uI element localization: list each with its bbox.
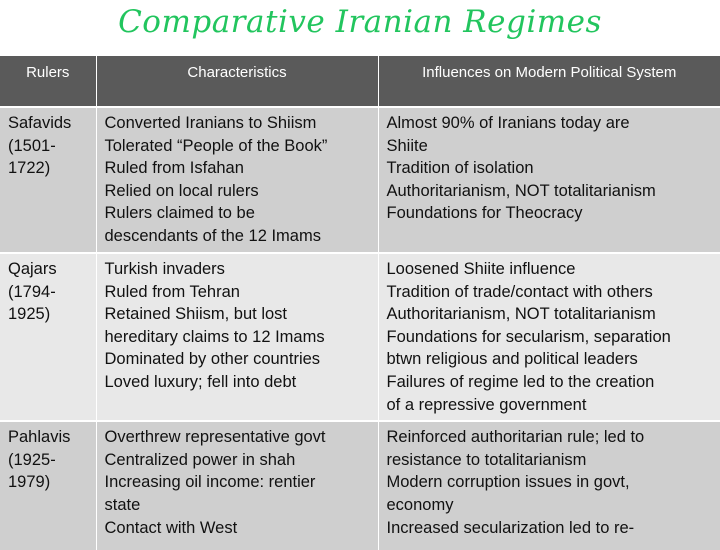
ruler-line: Qajars <box>8 260 57 278</box>
influences-cell <box>378 107 720 253</box>
ruler-line: Pahlavis <box>8 428 71 447</box>
influence-line: Authoritarianism, NOT totalitarianism <box>386 305 656 324</box>
ruler-line: Safavids <box>8 114 72 132</box>
characteristic-line: descendants of the 12 Imams <box>104 226 321 245</box>
table-row <box>0 253 720 421</box>
characteristics-cell <box>96 107 378 253</box>
influences-cell <box>378 421 720 550</box>
ruler-line: (1794- <box>8 282 56 301</box>
characteristic-line: Increasing oil income: rentier <box>104 473 316 492</box>
influence-line: Tradition of trade/contact with others <box>386 282 653 301</box>
influence-line: Tradition of isolation <box>386 159 534 178</box>
influence-line: of a repressive government <box>386 395 587 414</box>
influence-line: Foundations for secularism, separation <box>386 327 671 346</box>
influence-line: Loosened Shiite influence <box>386 260 576 278</box>
table-row <box>0 107 720 253</box>
characteristic-line: Dominated by other countries <box>104 350 321 369</box>
influence-line: Reinforced authoritarian rule; led to <box>386 428 645 447</box>
header-rulers: Rulers <box>0 56 96 107</box>
ruler-cell <box>0 421 96 550</box>
characteristic-line: Loved luxury; fell into debt <box>104 372 297 391</box>
characteristic-line: Tolerated “People of the Book” <box>104 136 328 155</box>
header-characteristics: Characteristics <box>96 56 378 107</box>
ruler-line: 1979) <box>8 473 51 492</box>
influence-line: economy <box>386 495 454 514</box>
regimes-table <box>0 56 720 550</box>
ruler-cell <box>0 107 96 253</box>
characteristic-line: Rulers claimed to be <box>104 204 255 223</box>
influence-line: Increased secularization led to re- <box>386 518 635 537</box>
ruler-line: (1925- <box>8 450 56 469</box>
characteristic-line: state <box>104 495 141 514</box>
characteristic-line: Ruled from Isfahan <box>104 159 244 178</box>
ruler-line: 1722) <box>8 159 51 178</box>
characteristic-line: Centralized power in shah <box>104 450 296 469</box>
characteristic-line: Ruled from Tehran <box>104 282 240 301</box>
influence-line: Foundations for Theocracy <box>386 204 583 223</box>
table-row <box>0 421 720 550</box>
ruler-line: 1925) <box>8 305 51 324</box>
influence-line: Failures of regime led to the creation <box>386 372 655 391</box>
influence-line: resistance to totalitarianism <box>386 450 587 469</box>
influence-line: Authoritarianism, NOT totalitarianism <box>386 181 656 200</box>
influence-line: Almost 90% of Iranians today are <box>386 114 630 132</box>
characteristic-line: Overthrew representative govt <box>104 428 326 447</box>
page-title: Comparative Iranian Regimes <box>118 4 602 40</box>
characteristic-line: Converted Iranians to Shiism <box>104 114 317 132</box>
table-header-row <box>0 56 720 107</box>
ruler-line: (1501- <box>8 136 56 155</box>
influence-line: btwn religious and political leaders <box>386 350 638 369</box>
header-influences: Influences on Modern Political System <box>378 56 720 107</box>
ruler-cell <box>0 253 96 421</box>
characteristics-cell <box>96 253 378 421</box>
influence-line: Modern corruption issues in govt, <box>386 473 630 492</box>
characteristic-line: Retained Shiism, but lost <box>104 305 288 324</box>
characteristics-cell <box>96 421 378 550</box>
characteristic-line: hereditary claims to 12 Imams <box>104 327 325 346</box>
influences-cell <box>378 253 720 421</box>
influence-line: Shiite <box>386 136 428 155</box>
characteristic-line: Relied on local rulers <box>104 181 259 200</box>
characteristic-line: Contact with West <box>104 518 238 537</box>
characteristic-line: Turkish invaders <box>104 260 225 278</box>
